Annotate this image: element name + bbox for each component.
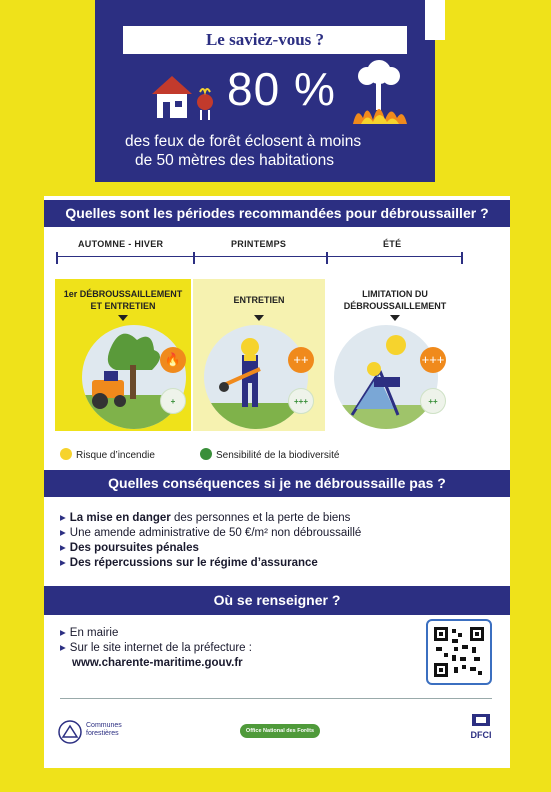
info-title: Où se renseigner ? (44, 586, 510, 615)
timeline-tick (56, 252, 58, 264)
consequences-list (60, 511, 361, 571)
globe-icon (200, 448, 212, 460)
dfci-logo (468, 712, 494, 748)
biodiversity-badge: + (160, 388, 186, 414)
banner-caption (125, 132, 425, 170)
list-item-bold: La mise en danger (69, 512, 171, 524)
list-item-text: Sur le site internet de la préfecture : (69, 642, 252, 654)
trimmer-illustration (204, 325, 308, 429)
season-spring: PRINTEMPS (231, 239, 287, 249)
fire-risk-badge: ++ (288, 347, 314, 373)
logo-line2: forestières (86, 730, 119, 737)
list-item (60, 626, 252, 641)
season-autumn-winter: AUTOMNE - HIVER (78, 239, 164, 249)
logo-line1: Communes (86, 722, 122, 729)
qr-code[interactable] (426, 619, 492, 685)
periods-title: Quelles sont les périodes recommandées pour débroussailler ? (44, 200, 510, 227)
info-list (60, 626, 252, 656)
banner-statistic: 80 % (227, 63, 336, 115)
dfci-text: DFCI (470, 730, 492, 740)
list-item-bold: Des répercussions sur le régime d’assurance (69, 557, 318, 569)
communes-forestieres-logo (58, 720, 82, 744)
legend-fire-risk (60, 448, 155, 461)
legend-biodiversity (200, 448, 339, 461)
list-item-text: des personnes et la perte de biens (170, 512, 351, 524)
prefecture-url[interactable]: www.charente-maritime.gouv.fr (72, 657, 243, 669)
footer-divider (60, 698, 492, 699)
fire-risk-badge: 🔥 (160, 347, 186, 373)
legend-fire-label: Risque d’incendie (76, 450, 155, 461)
onf-logo: Office National des Forêts (240, 724, 320, 738)
banner-fold (425, 0, 445, 40)
down-arrow-icon (390, 315, 400, 321)
banner-caption-line1: des feux de forêt éclosent à moins (125, 133, 362, 150)
consequences-title: Quelles conséquences si je ne débroussaille pas ? (44, 470, 510, 497)
down-arrow-icon (118, 315, 128, 321)
list-item (60, 526, 361, 541)
fire-risk-badge: +++ (420, 347, 446, 373)
legend-bio-label: Sensibilité de la biodiversité (216, 450, 340, 461)
season-summer: ÉTÉ (383, 239, 402, 249)
period-label (328, 288, 462, 312)
period-label-line1: 1er DÉBROUSSAILLEMENT (63, 289, 183, 299)
list-item (60, 511, 361, 526)
banner-caption-line2: de 50 mètres des habitations (135, 152, 335, 169)
list-item-text: En mairie (69, 627, 119, 639)
banner-ribbon: Le saviez-vous ? (123, 26, 407, 54)
season-timeline (56, 256, 462, 268)
dfci-emblem-icon (470, 712, 492, 728)
house-icon (150, 72, 220, 122)
list-item (60, 641, 252, 656)
period-label-line1: ENTRETIEN (233, 295, 285, 305)
biodiversity-badge: +++ (288, 388, 314, 414)
communes-forestieres-text (86, 722, 122, 738)
flame-icon (60, 448, 72, 460)
period-label-line2: ET ENTRETIEN (90, 301, 156, 311)
burning-tree-icon (345, 58, 415, 128)
biodiversity-badge: ++ (420, 388, 446, 414)
list-item (60, 556, 361, 571)
list-item-bold: Des poursuites pénales (69, 542, 199, 554)
timeline-tick (193, 252, 195, 264)
timeline-tick (326, 252, 328, 264)
list-item (60, 541, 361, 556)
period-label-line2: DÉBROUSSAILLEMENT (343, 301, 447, 311)
down-arrow-icon (254, 315, 264, 321)
period-label (193, 294, 325, 306)
top-banner (95, 0, 435, 182)
period-label (55, 288, 191, 312)
deckchair-illustration (334, 325, 438, 429)
timeline-tick (461, 252, 463, 264)
period-label-line1: LIMITATION DU (362, 289, 428, 299)
list-item-text: Une amende administrative de 50 €/m² non débroussaillé (69, 527, 362, 539)
